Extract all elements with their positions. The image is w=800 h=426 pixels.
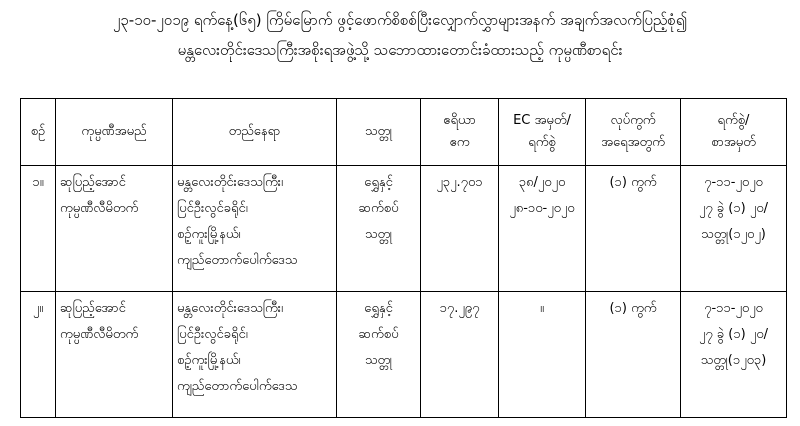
- document-title-line-2: မန္တလေးတိုင်းဒေသကြီးအစိုးရအဖွဲ့သို့ သဘောထားတောင်းခံထားသည့် ကုမ္ပဏီစာရင်း: [177, 41, 623, 59]
- header-ec: EC အမှတ်/ ရက်စွဲ: [499, 99, 586, 166]
- cell-mineral: ရွှေနှင့် ဆက်စပ် သတ္တု: [337, 292, 421, 418]
- cell-company: ဆုပြည့်အောင် ကုမ္ပဏီလီမိတက်: [56, 292, 173, 418]
- cell-mineral: ရွှေနှင့် ဆက်စပ် သတ္တု: [337, 166, 421, 292]
- cell-company: ဆုပြည့်အောင် ကုမ္ပဏီလီမိတက်: [56, 166, 173, 292]
- cell-location: မန္တလေးတိုင်းဒေသကြီး၊ ပြင်ဦးလွင်ခရိုင်၊ စဉ့်ကူးမြို့နယ်၊ ကျည်တောက်ပေါက်ဒေသ: [173, 166, 337, 292]
- cell-area: ၂၃၂.၇၀၁: [421, 166, 499, 292]
- header-no: စဉ်: [21, 99, 56, 166]
- cell-area: ၁၇.၂၉၇: [421, 292, 499, 418]
- cell-ref: ၇-၁၁-၂၀၂၀ ၂၇ ခွဲ (၁) ၂၀/ သတ္တု(၁၂၀၂): [681, 166, 787, 292]
- cell-blocks: (၁) ကွက်: [586, 292, 681, 418]
- cell-location: မန္တလေးတိုင်းဒေသကြီး၊ ပြင်ဦးလွင်ခရိုင်၊ စဉ့်ကူးမြို့နယ်၊ ကျည်တောက်ပေါက်ဒေသ: [173, 292, 337, 418]
- header-location: တည်နေရာ: [173, 99, 337, 166]
- header-area: ဧရိယာ ဧက: [421, 99, 499, 166]
- cell-blocks: (၁) ကွက်: [586, 166, 681, 292]
- header-blocks: လုပ်ကွက် အရေအတွက်: [586, 99, 681, 166]
- header-ref: ရက်စွဲ/ စာအမှတ်: [681, 99, 787, 166]
- table-row: [21, 166, 787, 292]
- cell-no: ၂။: [21, 292, 56, 418]
- table-header-row: [21, 99, 787, 166]
- cell-ec: ၃၈/၂၀၂၀ ၂၈-၁၀-၂၀၂၀: [499, 166, 586, 292]
- company-list-table: [20, 98, 787, 418]
- document-title-line-1: ၂၃-၁၀-၂၀၁၉ ရက်နေ့(၆၅) ကြိမ်မြောက် ဖွင့်ဖောက်စိစစ်ပြီးလျှောက်လွှာများအနက် အချက်အလက်ပြည့်စုံ၍: [112, 11, 688, 29]
- header-company: ကုမ္ပဏီအမည်: [56, 99, 173, 166]
- cell-no: ၁။: [21, 166, 56, 292]
- header-mineral: သတ္တု: [337, 99, 421, 166]
- table-row: [21, 292, 787, 418]
- cell-ec: ။: [499, 292, 586, 418]
- cell-ref: ၇-၁၁-၂၀၂၀ ၂၇ ခွဲ (၁) ၂၀/ သတ္တု(၁၂၀၃): [681, 292, 787, 418]
